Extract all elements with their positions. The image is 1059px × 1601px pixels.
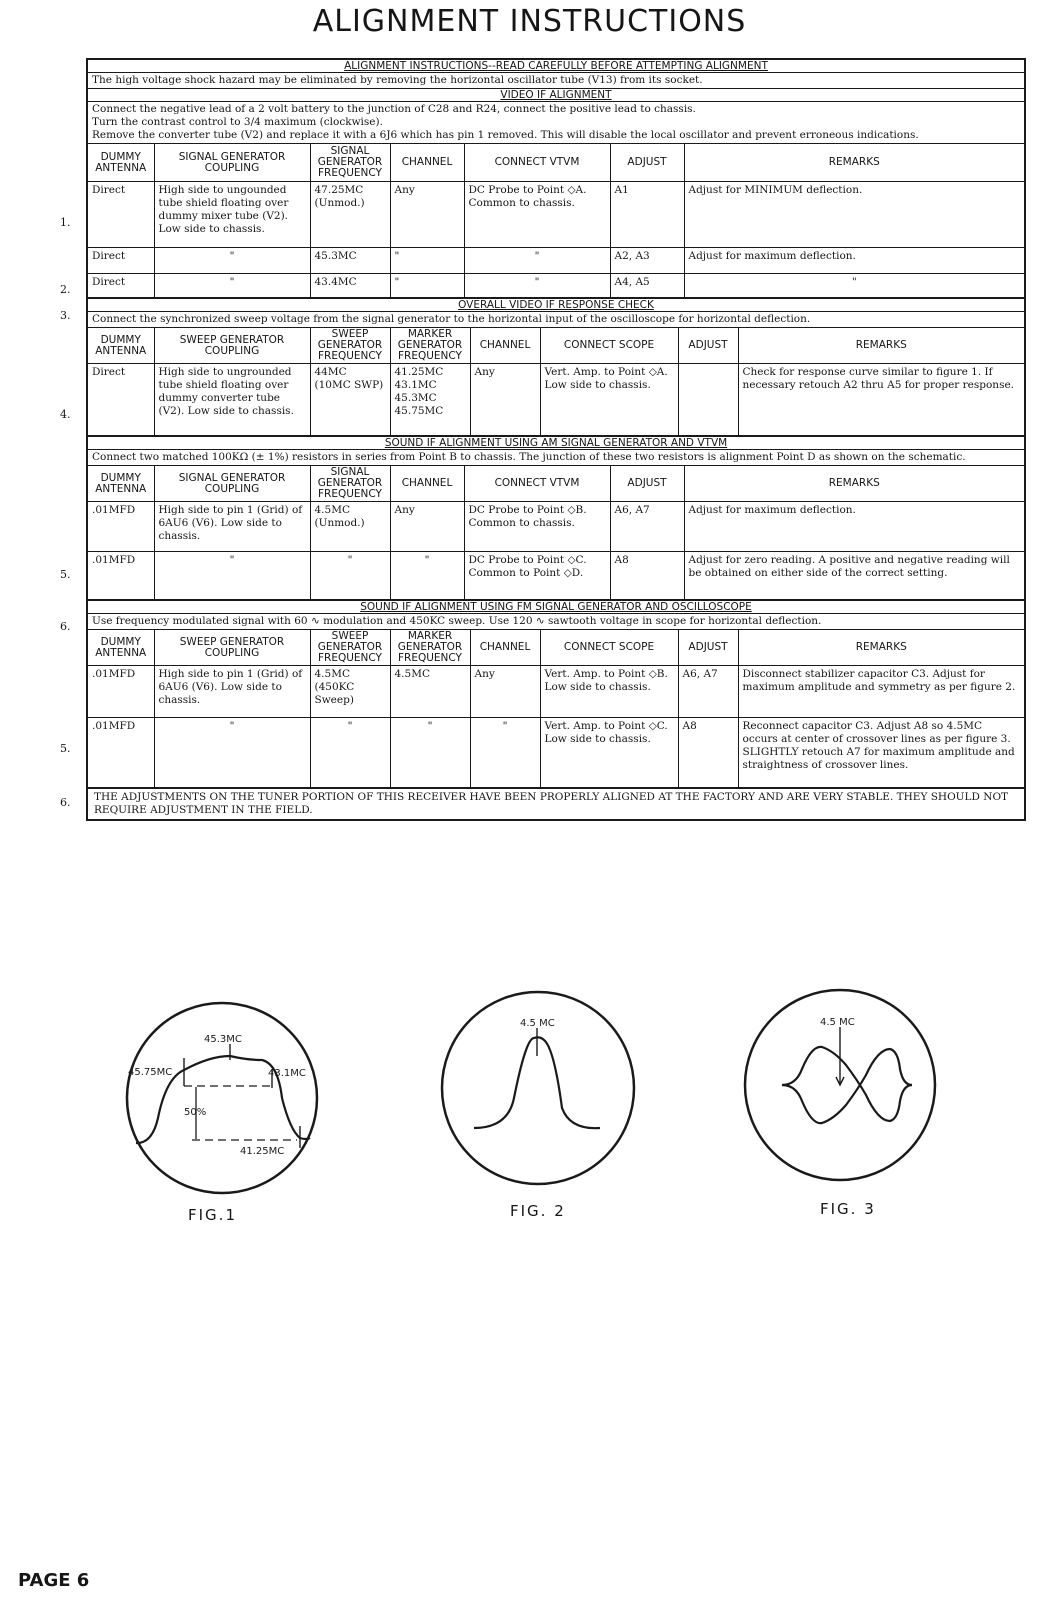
- video-if-table: [88, 143, 1024, 298]
- col-header: DUMMY ANTENNA: [88, 144, 154, 182]
- fig3-crossover-curve: [740, 985, 940, 1185]
- fig1-label-mid: 50%: [184, 1107, 207, 1118]
- col-header: ADJUST: [610, 466, 684, 502]
- tuner-footer-note: THE ADJUSTMENTS ON THE TUNER PORTION OF THIS RECEIVER HAVE BEEN PROPERLY ALIGNED AT THE FACTORY AND ARE VERY STABLE. THEY SHOULD NOT REQUIRE ADJUSTMENT IN THE FIELD.: [88, 788, 1024, 819]
- row-number: 5.: [60, 568, 71, 581]
- col-header: REMARKS: [738, 630, 1024, 666]
- col-header: SIGNAL GENERATOR FREQUENCY: [310, 144, 390, 182]
- video-if-notes: Connect the negative lead of a 2 volt battery to the junction of C28 and R24, connect the positive lead to chassis. Turn the contrast control to 3/4 maximum (clockwise). Remove the converter tube (V2) and replace it with a 6J6 which has pin 1 removed. This will disable the local oscillator and prevent erroneous indications.: [88, 101, 1024, 143]
- fig1-label-left: 45.75MC: [128, 1067, 173, 1078]
- sound-fm-title: SOUND IF ALIGNMENT USING FM SIGNAL GENERATOR AND OSCILLOSCOPE: [88, 600, 1024, 613]
- fig1-response-curve: [122, 998, 322, 1198]
- col-header: ADJUST: [678, 328, 738, 364]
- sound-fm-note: Use frequency modulated signal with 60 ∿ modulation and 450KC sweep. Use 120 ∿ sawtooth voltage in scope for horizontal deflection.: [88, 613, 1024, 629]
- overall-video-title: OVERALL VIDEO IF RESPONSE CHECK: [88, 298, 1024, 311]
- col-header: SIGNAL GENERATOR COUPLING: [154, 144, 310, 182]
- col-header: SWEEP GENERATOR FREQUENCY: [310, 328, 390, 364]
- page-number: PAGE 6: [18, 1570, 90, 1591]
- col-header: CONNECT SCOPE: [540, 328, 678, 364]
- table-row: .01MFD " " " DC Probe to Point ◇C. Common to Point ◇D. A8 Adjust for zero reading. A positive and negative reading will be obtained on either side of the correct setting.: [88, 552, 1024, 600]
- row-number: 6.: [60, 620, 71, 633]
- fig1-label-bottom: 41.25MC: [240, 1146, 285, 1157]
- row-number: 1.: [60, 216, 71, 229]
- col-header: DUMMY ANTENNA: [88, 630, 154, 666]
- fig3-caption: FIG. 3: [820, 1200, 876, 1218]
- row-number: 5.: [60, 742, 71, 755]
- col-header: REMARKS: [684, 466, 1024, 502]
- col-header: SWEEP GENERATOR COUPLING: [154, 630, 310, 666]
- col-header: CONNECT SCOPE: [540, 630, 678, 666]
- overall-video-note: Connect the synchronized sweep voltage from the signal generator to the horizontal input of the oscilloscope for horizontal deflection.: [88, 311, 1024, 327]
- table-row: .01MFD High side to pin 1 (Grid) of 6AU6 (V6). Low side to chassis. 4.5MC (450KC Sweep) 4.5MC Any Vert. Amp. to Point ◇B. Low side to chassis. A6, A7 Disconnect stabilizer capacitor C3. Adjust for maximum amplitude and symmetry as per figure 2.: [88, 666, 1024, 718]
- sound-am-title: SOUND IF ALIGNMENT USING AM SIGNAL GENERATOR AND VTVM: [88, 436, 1024, 449]
- col-header: SWEEP GENERATOR COUPLING: [154, 328, 310, 364]
- col-header: MARKER GENERATOR FREQUENCY: [390, 630, 470, 666]
- col-header: SIGNAL GENERATOR COUPLING: [154, 466, 310, 502]
- overall-video-table: [88, 327, 1024, 436]
- col-header: SWEEP GENERATOR FREQUENCY: [310, 630, 390, 666]
- col-header: REMARKS: [738, 328, 1024, 364]
- fig2-sound-curve: [430, 988, 650, 1188]
- table-row: Direct High side to ungrounded tube shield floating over dummy converter tube (V2). Low side to chassis. 44MC (10MC SWP) 41.25MC 43.1MC 45.3MC 45.75MC Any Vert. Amp. to Point ◇A. Low side to chassis. Check for response curve similar to figure 1. If necessary retouch A2 thru A5 for proper response.: [88, 364, 1024, 436]
- fig1-label-right: 43.1MC: [268, 1068, 306, 1079]
- col-header: SIGNAL GENERATOR FREQUENCY: [310, 466, 390, 502]
- row-number: 6.: [60, 796, 71, 809]
- fig3-label: 4.5 MC: [820, 1017, 855, 1028]
- fig2-label: 4.5 MC: [520, 1018, 555, 1029]
- col-header: CHANNEL: [390, 144, 464, 182]
- table-row: Direct " 43.4MC " " A4, A5 ": [88, 274, 1024, 298]
- page-title: ALIGNMENT INSTRUCTIONS: [312, 4, 747, 39]
- alignment-table-frame: [86, 58, 1026, 821]
- table-row: .01MFD High side to pin 1 (Grid) of 6AU6 (V6). Low side to chassis. 4.5MC (Unmod.) Any DC Probe to Point ◇B. Common to chassis. A6, A7 Adjust for maximum deflection.: [88, 502, 1024, 552]
- fig2-caption: FIG. 2: [510, 1202, 566, 1220]
- col-header: ADJUST: [678, 630, 738, 666]
- sound-fm-table: [88, 629, 1024, 788]
- col-header: CONNECT VTVM: [464, 144, 610, 182]
- col-header: DUMMY ANTENNA: [88, 466, 154, 502]
- col-header: ADJUST: [610, 144, 684, 182]
- fig1-caption: FIG.1: [188, 1206, 237, 1224]
- main-header: ALIGNMENT INSTRUCTIONS--READ CAREFULLY BEFORE ATTEMPTING ALIGNMENT: [344, 60, 768, 72]
- row-number: 3.: [60, 309, 71, 322]
- table-row: Direct High side to ungounded tube shield floating over dummy mixer tube (V2). Low side to chassis. 47.25MC (Unmod.) Any DC Probe to Point ◇A. Common to chassis. A1 Adjust for MINIMUM deflection.: [88, 182, 1024, 248]
- col-header: CHANNEL: [390, 466, 464, 502]
- col-header: REMARKS: [684, 144, 1024, 182]
- row-number: 2.: [60, 283, 71, 296]
- col-header: CHANNEL: [470, 328, 540, 364]
- video-if-title: VIDEO IF ALIGNMENT: [88, 88, 1024, 101]
- warning-note: The high voltage shock hazard may be eliminated by removing the horizontal oscillator tube (V13) from its socket.: [88, 72, 1024, 88]
- col-header: CHANNEL: [470, 630, 540, 666]
- fig1-label-top: 45.3MC: [204, 1034, 242, 1045]
- table-row: Direct " 45.3MC " " A2, A3 Adjust for maximum deflection.: [88, 248, 1024, 274]
- col-header: MARKER GENERATOR FREQUENCY: [390, 328, 470, 364]
- row-number: 4.: [60, 408, 71, 421]
- col-header: CONNECT VTVM: [464, 466, 610, 502]
- col-header: DUMMY ANTENNA: [88, 328, 154, 364]
- sound-am-table: [88, 465, 1024, 600]
- sound-am-note: Connect two matched 100KΩ (± 1%) resistors in series from Point B to chassis. The junction of these two resistors is alignment Point D as shown on the schematic.: [88, 449, 1024, 465]
- table-row: .01MFD " " " " Vert. Amp. to Point ◇C. Low side to chassis. A8 Reconnect capacitor C3. Adjust A8 so 4.5MC occurs at center of crossover lines as per figure 3. SLIGHTLY retouch A7 for maximum amplitude and straightness of crossover lines.: [88, 718, 1024, 788]
